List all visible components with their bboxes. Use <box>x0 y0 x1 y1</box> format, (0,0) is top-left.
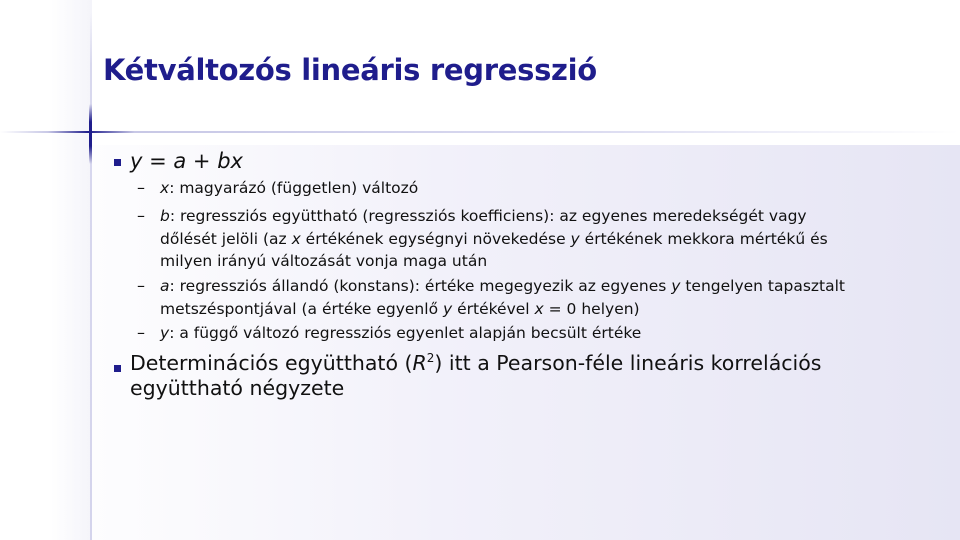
dash-marker: – <box>137 276 145 295</box>
var-y-inline: y <box>671 277 681 295</box>
subitem-a-line1a: : regressziós állandó (konstans): értéke megegyezik az egyenes <box>169 277 672 295</box>
subitem-b-line2a: dőlését jelöli (az <box>160 229 292 248</box>
horizontal-rule <box>0 131 960 133</box>
var-y: y <box>160 324 170 342</box>
subitem-y-text: : a függő változó regressziós egyenlet alapján becsült értéke <box>169 324 642 342</box>
subitem-b-line3: milyen irányú változását vonja maga után <box>160 252 488 270</box>
var-x: x <box>160 179 170 197</box>
vertical-rule <box>90 12 92 540</box>
subitem-b-line2c: értékének mekkora mértékű és <box>579 229 828 248</box>
subitem-y <box>160 322 950 346</box>
subitem-x-text: : magyarázó (független) változó <box>169 179 419 197</box>
dash-marker: – <box>137 206 145 225</box>
subitem-a <box>160 275 950 321</box>
subitem-a-line2b: értékével <box>452 299 535 318</box>
subitem-a-line2c: = 0 helyen) <box>543 299 640 318</box>
subitem-a-line2a: metszéspontjával (a értéke egyenlő <box>160 299 443 318</box>
dash-marker: – <box>137 323 145 342</box>
determination-line2: együttható négyzete <box>130 376 345 400</box>
var-b: b <box>160 207 170 225</box>
var-y-inline: y <box>570 229 580 248</box>
subitem-x <box>160 177 950 201</box>
determination-coefficient-text <box>130 351 821 401</box>
left-background <box>0 0 92 540</box>
var-r: R <box>412 351 427 375</box>
rule-crosshair-accent <box>89 104 92 164</box>
superscript-2: 2 <box>426 351 435 366</box>
var-x-inline: x <box>291 229 301 248</box>
slide-title: Kétváltozós lineáris regresszió <box>103 53 597 87</box>
subitem-a-line1b: tengelyen tapasztalt <box>680 277 846 295</box>
var-y-inline: y <box>442 299 453 318</box>
determination-line1b: ) itt a Pearson-féle lineáris korrelációs <box>434 351 822 375</box>
var-x-inline: x <box>534 299 544 318</box>
bullet-square-icon <box>114 159 121 166</box>
subitem-b <box>160 205 950 274</box>
dash-marker: – <box>137 178 145 197</box>
var-a: a <box>160 277 170 295</box>
subitem-b-line2b: értékének egységnyi növekedése <box>300 229 571 248</box>
determination-line1a: Determinációs együttható ( <box>130 351 413 375</box>
regression-formula: y = a + bx <box>130 149 243 173</box>
bullet-square-icon <box>114 365 121 372</box>
subitem-b-line1: : regressziós együttható (regressziós koefficiens): az egyenes meredekségét vagy <box>169 207 807 225</box>
